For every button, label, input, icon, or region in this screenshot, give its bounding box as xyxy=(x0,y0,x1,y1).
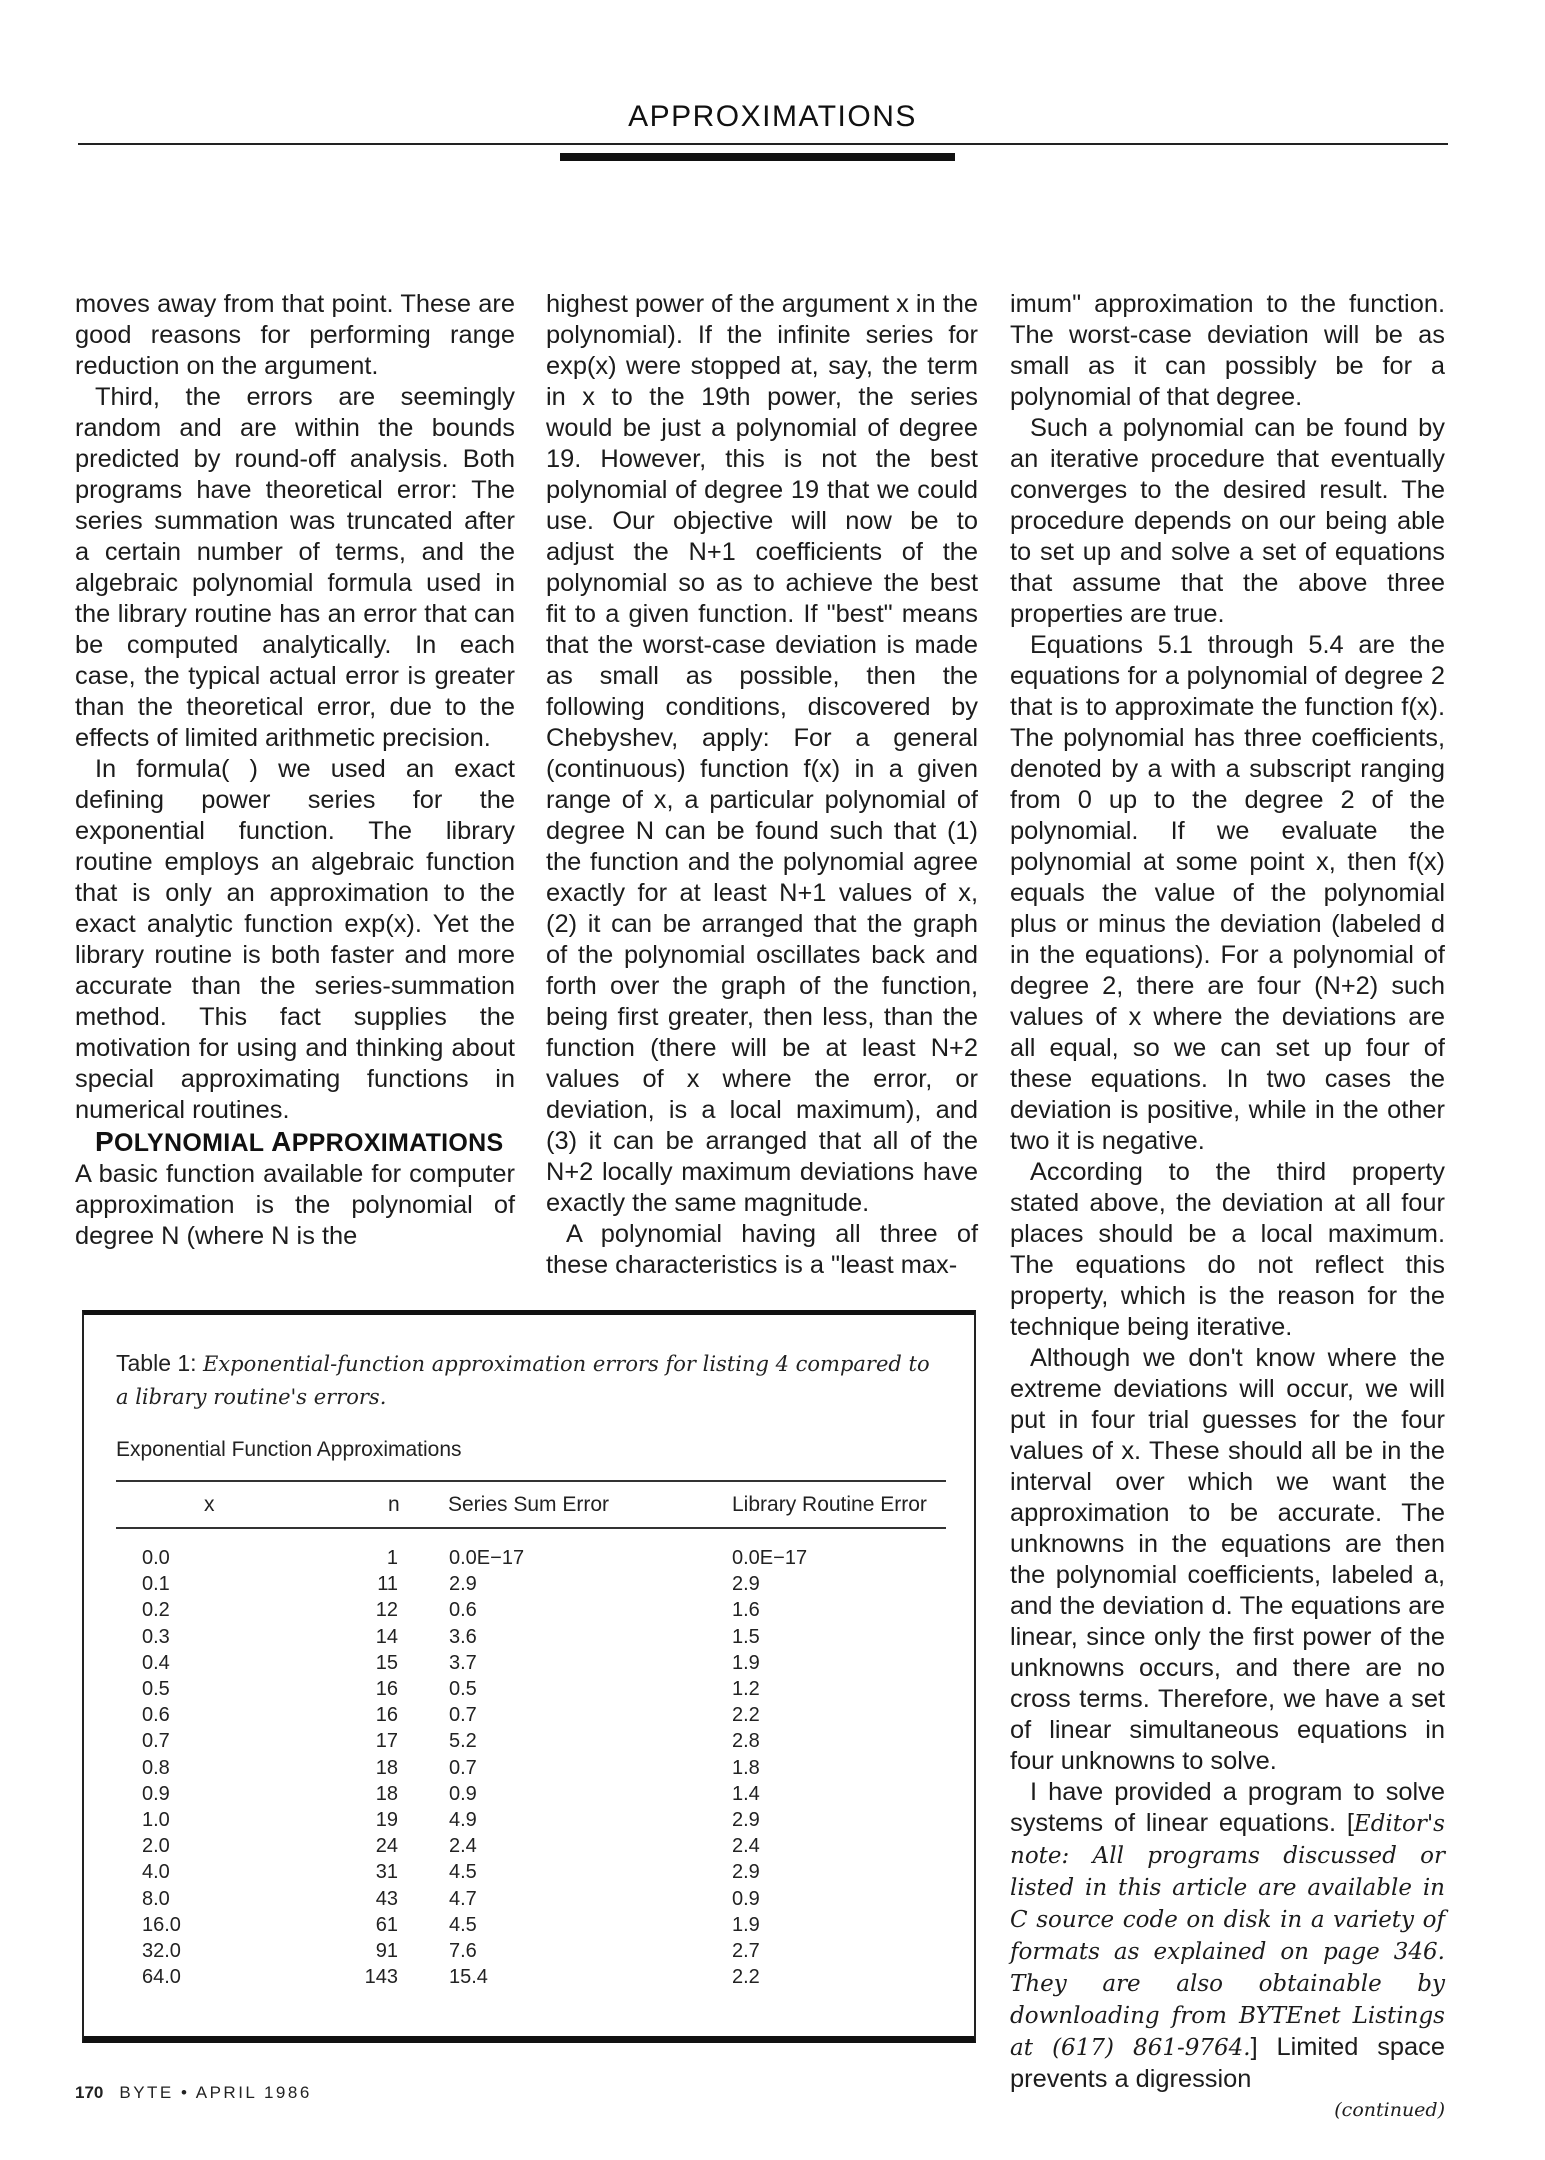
table-row xyxy=(84,1938,974,1964)
cell-n: 18 xyxy=(375,1782,398,1805)
cell-n: 15 xyxy=(375,1651,398,1674)
cell-library-routine-error: 2.9 xyxy=(732,1573,760,1596)
cell-series-sum-error: 4.9 xyxy=(449,1809,477,1831)
table-row xyxy=(84,1597,974,1623)
cell-library-routine-error: 0.0E−17 xyxy=(732,1547,808,1569)
cell-library-routine-error: 2.2 xyxy=(732,1966,760,1989)
paragraph: highest power of the argument x in the polynomial). If the infinite series for exp(x) were stopped at, say, the term in x to the 19th power, the series would be just a polynomial of degree 19. However, this is not the best polynomial of degree 19 that we could use. Our objective will now be to adjust the N+1 coefficients of the polynomial so as to achieve the best fit to a given function. If "best" means that the worst-case deviation is made as small as possible, then the following conditions, discovered by Chebyshev, apply: For a general (continuous) function f(x) in a given range of x, a particular polynomial of degree N can be found such that (1) the function and the polynomial agree exactly for at least N+1 values of x, (2) it can be arranged that the graph of the polynomial oscillates back and forth over the graph of the function, being first greater, then less, than the function (there will be at least N+2 values of x where the error, or deviation, is a local maximum), and (3) it can be arranged that all of the N+2 locally maximum deviations have exactly the same magnitude. xyxy=(546,290,978,1217)
cell-n: 18 xyxy=(375,1756,398,1779)
cell-library-routine-error: 2.8 xyxy=(732,1730,760,1753)
cell-x: 0.1 xyxy=(142,1573,170,1596)
cell-x: 4.0 xyxy=(142,1861,170,1884)
cell-x: 64.0 xyxy=(142,1966,181,1989)
section-heading: POLYNOMIAL APPROXIMATIONS xyxy=(95,1126,504,1157)
text-column-1 xyxy=(75,289,515,1252)
cell-x: 0.7 xyxy=(142,1730,170,1753)
cell-n: 16 xyxy=(375,1678,398,1700)
table-1 xyxy=(82,1310,976,2043)
cell-n: 143 xyxy=(364,1966,398,1989)
cell-x: 0.9 xyxy=(142,1782,170,1805)
cell-library-routine-error: 1.5 xyxy=(732,1625,760,1648)
paragraph: Although we don't know where the extreme deviations will occur, we will put in four trial guesses for the four values of x. These should all be in the interval over which we want the approximation to be accurate. The unknowns in the equations are then the polynomial coefficients, labeled a, and the deviation d. The equations are linear, since only the first power of the unknowns occurs, and there are no cross terms. Therefore, we have a set of linear simultaneous equations in four unknowns to solve. xyxy=(1010,1344,1445,1775)
paragraph: I have provided a program to solve systems of linear equations. [Editor's note: All programs discussed or listed in this article are available in C source code on disk in a variety of formats as explained on page 346. They are also obtainable by downloading from BYTEnet Listings at (617) 861-9764.] Limited space prevents a digression xyxy=(1010,1778,1445,2093)
column-header-x: x xyxy=(204,1493,215,1516)
table-caption xyxy=(116,1347,946,1413)
table-caption-text: Exponential-function approximation errors for listing 4 compared to a library routine's errors. xyxy=(116,1352,930,1409)
column-header-n: n xyxy=(388,1493,400,1516)
cell-n: 12 xyxy=(375,1599,398,1622)
page-number: 170 xyxy=(75,2083,104,2102)
cell-series-sum-error: 3.6 xyxy=(449,1625,477,1648)
table-row xyxy=(84,1650,974,1676)
cell-n: 61 xyxy=(375,1913,398,1936)
paragraph: moves away from that point. These are good reasons for performing range reduction on the argument. xyxy=(75,290,515,380)
cell-library-routine-error: 2.2 xyxy=(732,1704,760,1727)
cell-series-sum-error: 0.9 xyxy=(449,1782,477,1805)
cell-x: 2.0 xyxy=(142,1835,170,1858)
cell-library-routine-error: 1.4 xyxy=(732,1782,760,1805)
cell-series-sum-error: 3.7 xyxy=(449,1651,477,1674)
cell-x: 0.6 xyxy=(142,1704,170,1727)
text-column-3 xyxy=(1010,289,1445,2125)
table-subtitle: Exponential Function Approximations xyxy=(116,1438,462,1461)
page-footer xyxy=(75,2083,312,2103)
cell-x: 32.0 xyxy=(142,1940,181,1962)
cell-library-routine-error: 2.7 xyxy=(732,1940,760,1962)
cell-n: 24 xyxy=(375,1835,398,1858)
header-rule xyxy=(78,143,1448,145)
table-row xyxy=(84,1833,974,1859)
cell-x: 0.5 xyxy=(142,1678,170,1700)
table-row xyxy=(84,1728,974,1754)
publication-line: BYTE • APRIL 1986 xyxy=(119,2083,312,2102)
cell-series-sum-error: 7.6 xyxy=(449,1940,477,1962)
cell-n: 31 xyxy=(375,1861,398,1884)
cell-library-routine-error: 1.8 xyxy=(732,1756,760,1779)
cell-series-sum-error: 5.2 xyxy=(449,1730,477,1753)
cell-n: 19 xyxy=(375,1809,398,1831)
table-row xyxy=(84,1912,974,1938)
table-row xyxy=(84,1702,974,1728)
table-row xyxy=(84,1807,974,1833)
cell-n: 11 xyxy=(377,1573,398,1596)
cell-n: 91 xyxy=(375,1940,398,1962)
cell-x: 1.0 xyxy=(142,1809,170,1831)
cell-n: 16 xyxy=(375,1704,398,1727)
running-head: APPROXIMATIONS xyxy=(628,100,917,133)
table-label: Table 1: xyxy=(116,1350,197,1376)
paragraph: Third, the errors are seemingly random and are within the bounds predicted by round-off analysis. Both programs have theoretical error: The series summation was truncated after a certain number of terms, and the algebraic polynomial formula used in the library routine has an error that can be computed analytically. In each case, the typical actual error is greater than the theoretical error, due to the effects of limited arithmetic precision. xyxy=(75,383,515,752)
table-row xyxy=(84,1571,974,1597)
cell-series-sum-error: 0.7 xyxy=(449,1756,477,1779)
paragraph: A polynomial having all three of these characteristics is a "least max- xyxy=(546,1220,978,1279)
paragraph: According to the third property stated above, the deviation at all four places should be a local maximum. The equations do not reflect this property, which is the reason for the technique being iterative. xyxy=(1010,1158,1445,1341)
cell-series-sum-error: 15.4 xyxy=(449,1966,488,1989)
paragraph: In formula( ) we used an exact defining power series for the exponential function. The library routine employs an algebraic function that is only an approximation to the exact analytic function exp(x). Yet the library routine is both faster and more accurate than the series-summation method. This fact supplies the motivation for using and thinking about special approximating functions in numerical routines. xyxy=(75,755,515,1124)
cell-library-routine-error: 2.9 xyxy=(732,1809,760,1831)
cell-n: 17 xyxy=(375,1730,398,1753)
table-row xyxy=(84,1676,974,1702)
table-row xyxy=(84,1755,974,1781)
cell-x: 0.8 xyxy=(142,1756,170,1779)
table-rule-header xyxy=(116,1527,946,1529)
cell-library-routine-error: 1.6 xyxy=(732,1599,760,1622)
cell-series-sum-error: 0.7 xyxy=(449,1704,477,1727)
header-bar xyxy=(560,153,955,161)
table-row xyxy=(84,1545,974,1571)
cell-library-routine-error: 2.9 xyxy=(732,1861,760,1884)
paragraph: Equations 5.1 through 5.4 are the equations for a polynomial of degree 2 that is to approximate the function f(x). The polynomial has three coefficients, denoted by a with a subscript ranging from 0 up to the degree 2 of the polynomial. If we evaluate the polynomial at some point x, then f(x) equals the value of the polynomial plus or minus the deviation (labeled d in the equations). For a polynomial of degree 2, there are four (N+2) such values of x where the deviations are all equal, so we can set up four of these equations. In two cases the deviation is positive, while in the other two it is negative. xyxy=(1010,631,1445,1155)
paragraph: A basic function available for computer approximation is the polynomial of degree N (where N is the xyxy=(75,1160,515,1250)
cell-series-sum-error: 4.5 xyxy=(449,1913,477,1936)
column-header-library-routine-error: Library Routine Error xyxy=(732,1493,927,1516)
continued-label: (continued) xyxy=(1334,2099,1445,2121)
editors-note: Editor's note: All programs discussed or listed in this article are available in C source code on disk in a variety of formats as explained on page 346. They are also obtainable by downloading from BYTEnet Listings at (617) 861-9764. xyxy=(1010,1811,1445,2061)
table-row xyxy=(84,1964,974,1990)
table-row xyxy=(84,1781,974,1807)
cell-n: 14 xyxy=(375,1625,398,1648)
cell-x: 0.4 xyxy=(142,1651,170,1674)
cell-series-sum-error: 4.7 xyxy=(449,1887,477,1910)
cell-library-routine-error: 0.9 xyxy=(732,1887,760,1910)
cell-x: 0.2 xyxy=(142,1599,170,1622)
cell-x: 8.0 xyxy=(142,1887,170,1910)
table-row xyxy=(84,1859,974,1885)
paragraph: Such a polynomial can be found by an iterative procedure that eventually converges to the desired result. The procedure depends on our being able to set up and solve a set of equations that assume that the above three properties are true. xyxy=(1010,414,1445,628)
text-column-2 xyxy=(546,289,978,1281)
cell-n: 43 xyxy=(375,1887,398,1910)
paragraph: imum" approximation to the function. The worst-case deviation will be as small as it can possibly be for a polynomial of that degree. xyxy=(1010,290,1445,411)
column-header-series-sum-error: Series Sum Error xyxy=(448,1493,610,1516)
table-rule-top xyxy=(116,1480,946,1482)
cell-library-routine-error: 1.9 xyxy=(732,1651,760,1674)
cell-series-sum-error: 4.5 xyxy=(449,1861,477,1884)
cell-series-sum-error: 0.0E−17 xyxy=(449,1547,525,1569)
cell-series-sum-error: 2.9 xyxy=(449,1573,477,1596)
table-row xyxy=(84,1624,974,1650)
cell-series-sum-error: 0.5 xyxy=(449,1678,477,1700)
cell-x: 0.0 xyxy=(142,1547,170,1569)
cell-library-routine-error: 2.4 xyxy=(732,1835,760,1858)
cell-library-routine-error: 1.9 xyxy=(732,1913,760,1936)
cell-x: 16.0 xyxy=(142,1913,181,1936)
cell-series-sum-error: 2.4 xyxy=(449,1835,477,1858)
cell-series-sum-error: 0.6 xyxy=(449,1599,477,1622)
cell-x: 0.3 xyxy=(142,1625,170,1648)
cell-library-routine-error: 1.2 xyxy=(732,1678,760,1700)
table-row xyxy=(84,1886,974,1912)
cell-n: 1 xyxy=(386,1547,398,1569)
